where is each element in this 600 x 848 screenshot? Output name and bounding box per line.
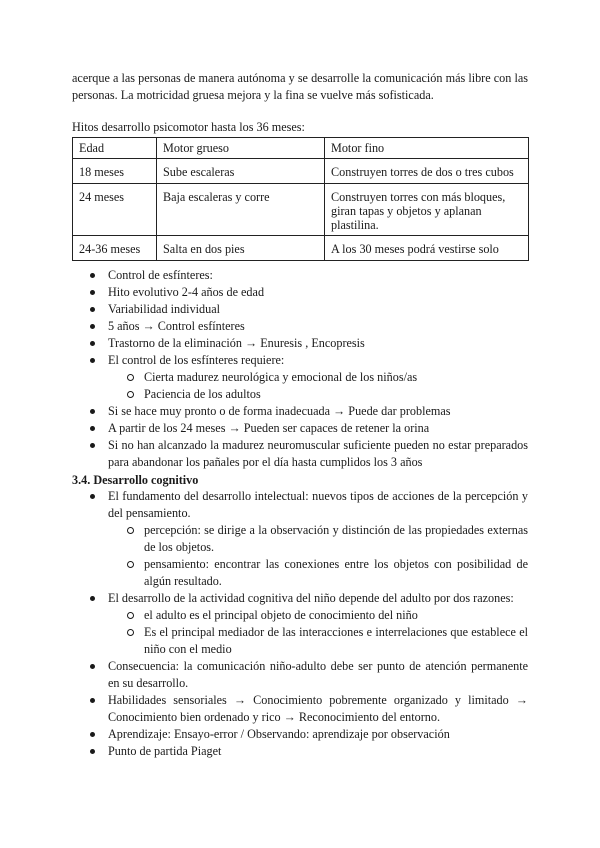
table-cell: 24-36 meses xyxy=(73,236,157,261)
list-item: Control de esfínteres: xyxy=(72,267,528,284)
section-heading: 3.4. Desarrollo cognitivo xyxy=(72,473,199,487)
sub-list-item: pensamiento: encontrar las conexiones entre los objetos con posibilidad de algún resultado. xyxy=(72,556,528,590)
cognitive-development-list xyxy=(72,488,528,760)
list-item: Punto de partida Piaget xyxy=(72,743,528,760)
list-item: Aprendizaje: Ensayo-error / Observando: aprendizaje por observación xyxy=(72,726,528,743)
list-item: Consecuencia: la comunicación niño-adulto debe ser punto de atención permanente en su desarrollo. xyxy=(72,658,528,692)
table-cell: Construyen torres con más bloques, giran tapas y objetos y aplanan plastilina. xyxy=(325,184,529,236)
list-item: Si se hace muy pronto o de forma inadecuada → Puede dar problemas xyxy=(72,403,528,420)
table-cell: 18 meses xyxy=(73,159,157,184)
sub-list-item: Paciencia de los adultos xyxy=(72,386,528,403)
milestones-table xyxy=(72,137,529,261)
table-cell: Sube escaleras xyxy=(157,159,325,184)
table-cell: A los 30 meses podrá vestirse solo xyxy=(325,236,529,261)
intro-paragraph: acerque a las personas de manera autónoma y se desarrolle la comunicación más libre con las personas. La motricidad gruesa mejora y la fina se vuelve más sofisticada. xyxy=(72,71,528,102)
list-item: 5 años → Control esfínteres xyxy=(72,318,528,335)
list-item: El fundamento del desarrollo intelectual: nuevos tipos de acciones de la percepción y del pensamiento. xyxy=(72,488,528,522)
list-item: El control de los esfínteres requiere: xyxy=(72,352,528,369)
table-cell: Baja escaleras y corre xyxy=(157,184,325,236)
table-cell: Construyen torres de dos o tres cubos xyxy=(325,159,529,184)
table-cell: Salta en dos pies xyxy=(157,236,325,261)
list-item: Variabilidad individual xyxy=(72,301,528,318)
list-item: Habilidades sensoriales → Conocimiento pobremente organizado y limitado → Conocimiento bien ordenado y rico → Reconocimiento del entorno. xyxy=(72,692,528,726)
list-item: Si no han alcanzado la madurez neuromuscular suficiente pueden no estar preparados para abandonar los pañales por el día hasta cumplidos los 3 años xyxy=(72,437,528,471)
list-item: Trastorno de la eliminación → Enuresis , Encopresis xyxy=(72,335,528,352)
table-caption: Hitos desarrollo psicomotor hasta los 36 meses: xyxy=(72,120,305,134)
list-item: A partir de los 24 meses → Pueden ser capaces de retener la orina xyxy=(72,420,528,437)
table-row xyxy=(73,236,529,261)
sub-list-item: Es el principal mediador de las interacciones e interrelaciones que establece el niño con el medio xyxy=(72,624,528,658)
sub-list-item: percepción: se dirige a la observación y distinción de las propiedades externas de los objetos. xyxy=(72,522,528,556)
list-item: Hito evolutivo 2-4 años de edad xyxy=(72,284,528,301)
table-header-cell: Motor grueso xyxy=(157,138,325,159)
table-cell: 24 meses xyxy=(73,184,157,236)
table-row xyxy=(73,184,529,236)
sphincter-control-list xyxy=(72,267,528,471)
table-header-row xyxy=(73,138,529,159)
list-item: El desarrollo de la actividad cognitiva del niño depende del adulto por dos razones: xyxy=(72,590,528,607)
sub-list-item: Cierta madurez neurológica y emocional de los niños/as xyxy=(72,369,528,386)
table-row xyxy=(73,159,529,184)
table-header-cell: Edad xyxy=(73,138,157,159)
table-header-cell: Motor fino xyxy=(325,138,529,159)
sub-list-item: el adulto es el principal objeto de conocimiento del niño xyxy=(72,607,528,624)
